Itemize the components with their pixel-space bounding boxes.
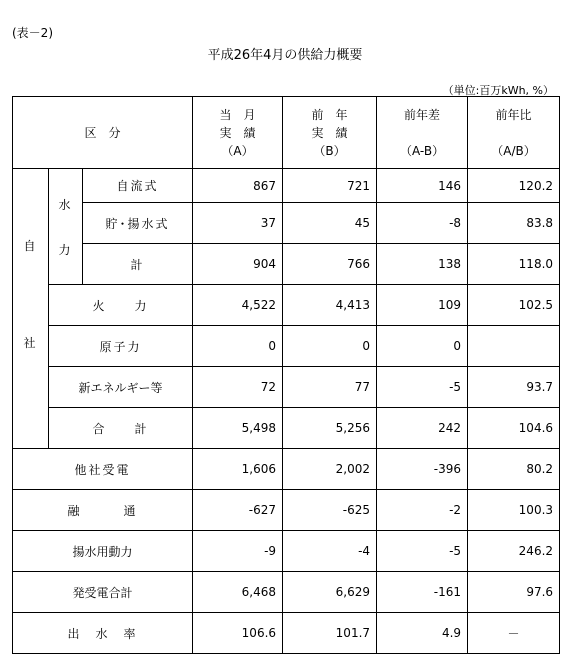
cell-current: 5,498 xyxy=(193,408,283,449)
cell-previous: 0 xyxy=(283,326,377,367)
header-current-line2: 実 績 xyxy=(219,125,256,140)
table-number: (表－2) xyxy=(12,26,53,40)
header-prev-line1: 前 年 xyxy=(311,107,348,122)
cell-ratio xyxy=(468,326,560,367)
row-label: 他社受電 xyxy=(13,449,193,490)
cell-current: -9 xyxy=(193,531,283,572)
cell-previous: 101.7 xyxy=(283,613,377,654)
cell-current: -627 xyxy=(193,490,283,531)
row-label: 貯･揚水式 xyxy=(83,203,193,244)
cell-current: 904 xyxy=(193,244,283,285)
header-category-label: 区 分 xyxy=(84,125,121,140)
table-row xyxy=(13,203,560,244)
cell-ratio: 97.6 xyxy=(468,572,560,613)
cell-ratio: 118.0 xyxy=(468,244,560,285)
cell-previous: -4 xyxy=(283,531,377,572)
cell-diff: 146 xyxy=(377,169,468,203)
cell-diff: 109 xyxy=(377,285,468,326)
row-label: 発受電合計 xyxy=(13,572,193,613)
header-current-line1: 当 月 xyxy=(219,107,256,122)
header-previous xyxy=(283,97,377,169)
row-label: 揚水用動力 xyxy=(13,531,193,572)
row-label: 火 力 xyxy=(49,285,193,326)
table-row xyxy=(13,244,560,285)
row-label: 出 水 率 xyxy=(13,613,193,654)
header-category xyxy=(13,97,193,169)
cell-diff: -161 xyxy=(377,572,468,613)
header-diff xyxy=(377,97,468,169)
table-row xyxy=(13,449,560,490)
cell-ratio: 100.3 xyxy=(468,490,560,531)
cell-ratio: 83.8 xyxy=(468,203,560,244)
cell-ratio: 104.6 xyxy=(468,408,560,449)
cell-ratio: 80.2 xyxy=(468,449,560,490)
header-current-line3: （A） xyxy=(221,143,254,158)
own-char-2: 社 xyxy=(23,335,38,350)
cell-ratio: 93.7 xyxy=(468,367,560,408)
row-label: 融 通 xyxy=(13,490,193,531)
header-diff-line1: 前年差 xyxy=(404,107,441,122)
cell-ratio: 120.2 xyxy=(468,169,560,203)
cell-previous: -625 xyxy=(283,490,377,531)
row-label: 新エネルギー等 xyxy=(49,367,193,408)
cell-current: 6,468 xyxy=(193,572,283,613)
cell-ratio: 102.5 xyxy=(468,285,560,326)
table-row xyxy=(13,572,560,613)
page-title: 平成26年4月の供給力概要 xyxy=(207,48,363,63)
row-label: 合 計 xyxy=(49,408,193,449)
header-ratio-line3: （A/B） xyxy=(491,143,536,158)
unit-note: （単位:百万kWh, %） xyxy=(442,84,554,97)
table-row xyxy=(13,531,560,572)
row-label: 自流式 xyxy=(83,169,193,203)
cell-current: 0 xyxy=(193,326,283,367)
cell-diff: 0 xyxy=(377,326,468,367)
cell-current: 106.6 xyxy=(193,613,283,654)
row-label: 原子力 xyxy=(49,326,193,367)
cell-previous: 5,256 xyxy=(283,408,377,449)
cell-previous: 721 xyxy=(283,169,377,203)
cell-current: 72 xyxy=(193,367,283,408)
cell-diff: 4.9 xyxy=(377,613,468,654)
table-row xyxy=(13,326,560,367)
hydro-char-2: 力 xyxy=(58,242,73,257)
cell-previous: 77 xyxy=(283,367,377,408)
cell-current: 37 xyxy=(193,203,283,244)
own-char-1: 自 xyxy=(23,238,38,253)
cell-current: 867 xyxy=(193,169,283,203)
header-prev-line2: 実 績 xyxy=(311,125,348,140)
cell-current: 4,522 xyxy=(193,285,283,326)
table-row xyxy=(13,613,560,654)
header-ratio-line1: 前年比 xyxy=(495,107,532,122)
row-label: 計 xyxy=(83,244,193,285)
header-row xyxy=(13,97,560,169)
table-row xyxy=(13,367,560,408)
cell-diff: 138 xyxy=(377,244,468,285)
cell-diff: -5 xyxy=(377,367,468,408)
hydro-group xyxy=(49,169,83,285)
cell-previous: 45 xyxy=(283,203,377,244)
cell-diff: 242 xyxy=(377,408,468,449)
cell-diff: -5 xyxy=(377,531,468,572)
cell-diff: -2 xyxy=(377,490,468,531)
table-row xyxy=(13,285,560,326)
header-diff-line3: （A-B） xyxy=(399,143,445,158)
cell-diff: -396 xyxy=(377,449,468,490)
own-company-group xyxy=(13,169,49,449)
header-prev-line3: （B） xyxy=(313,143,346,158)
cell-previous: 6,629 xyxy=(283,572,377,613)
cell-previous: 4,413 xyxy=(283,285,377,326)
cell-ratio: － xyxy=(468,613,560,654)
hydro-char-1: 水 xyxy=(58,197,73,212)
header-current xyxy=(193,97,283,169)
table-row xyxy=(13,490,560,531)
table-row xyxy=(13,408,560,449)
cell-diff: -8 xyxy=(377,203,468,244)
cell-previous: 766 xyxy=(283,244,377,285)
table-row xyxy=(13,169,560,203)
cell-current: 1,606 xyxy=(193,449,283,490)
supply-table xyxy=(12,96,560,654)
header-ratio xyxy=(468,97,560,169)
cell-previous: 2,002 xyxy=(283,449,377,490)
cell-ratio: 246.2 xyxy=(468,531,560,572)
